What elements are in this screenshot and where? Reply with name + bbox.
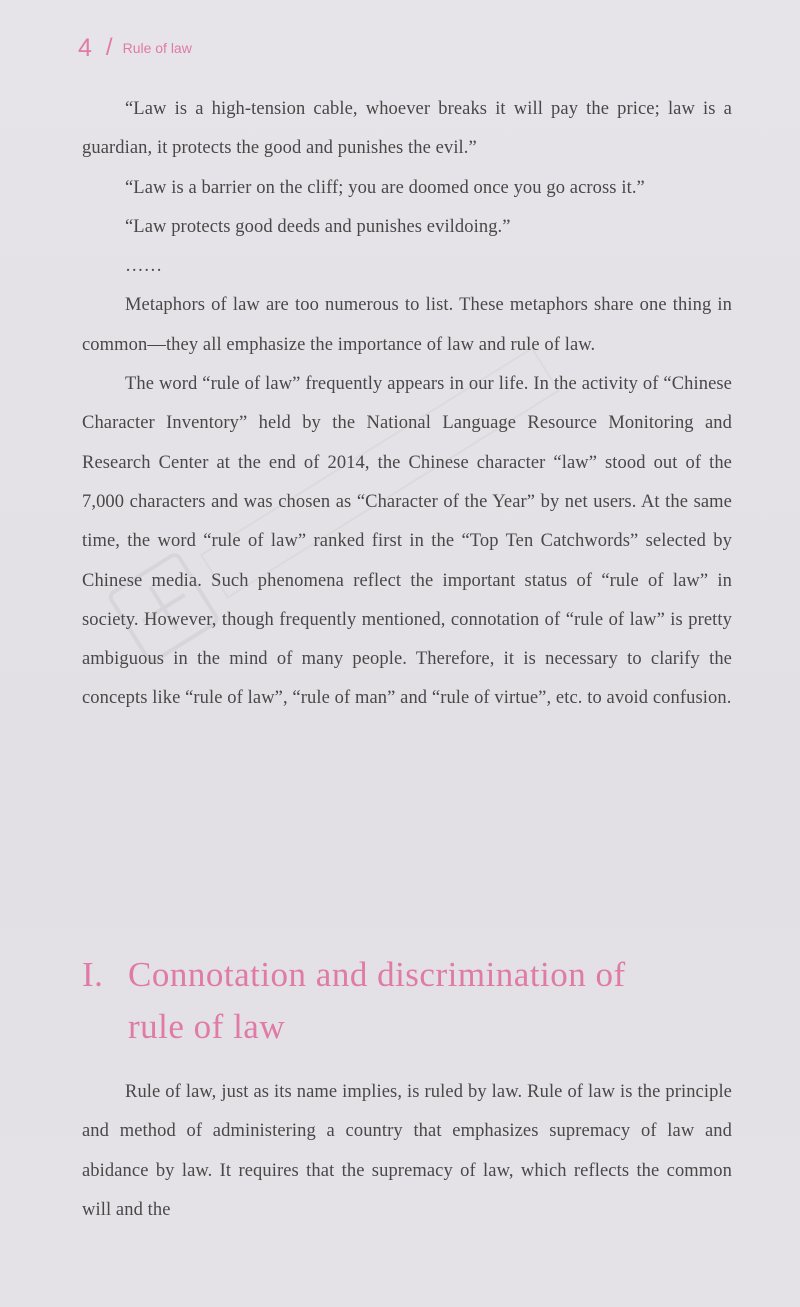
quote-paragraph-2: “Law is a barrier on the cliff; you are doomed once you go across it.” [125, 177, 645, 198]
page-number: 4 [78, 33, 92, 62]
quote-paragraph-3: “Law protects good deeds and punishes evildoing.” [125, 216, 511, 237]
body-text-top [82, 90, 732, 719]
section-title-line2: rule of law [128, 1007, 286, 1047]
ellipsis-paragraph: …… [125, 256, 163, 277]
section-title-line1: Connotation and discrimination of [128, 955, 626, 995]
header-separator: / [105, 34, 113, 61]
section-heading [82, 949, 722, 1053]
definition-paragraph: Rule of law, just as its name implies, is ruled by law. Rule of law is the principle and method of administering a country that emphasizes supremacy of law and abidance by law. It requires that the supremacy of law, which reflects the common will and the [82, 1082, 732, 1220]
running-header [78, 30, 192, 66]
section-number: I. [82, 955, 104, 995]
running-title: Rule of law [122, 40, 192, 56]
quote-paragraph-1: “Law is a high-tension cable, whoever breaks it will pay the price; law is a guardian, it protects the good and punishes the evil.” [82, 99, 732, 159]
body-text-bottom [82, 1073, 732, 1230]
rule-of-law-paragraph: The word “rule of law” frequently appears in our life. In the activity of “Chinese Character Inventory” held by the National Language Resource Monitoring and Research Center at the end of 2014, the Chinese character “law” stood out of the 7,000 characters and was chosen as “Character of the Year” by net users. At the same time, the word “rule of law” ranked first in the “Top Ten Catchwords” selected by Chinese media. Such phenomena reflect the important status of “rule of law” in society. However, though frequently mentioned, connotation of “rule of law” is pretty ambiguous in the mind of many people. Therefore, it is necessary to clarify the concepts like “rule of law”, “rule of man” and “rule of virtue”, etc. to avoid confusion. [82, 374, 732, 709]
metaphors-paragraph: Metaphors of law are too numerous to list. These metaphors share one thing in common—they all emphasize the importance of law and rule of law. [82, 295, 732, 355]
